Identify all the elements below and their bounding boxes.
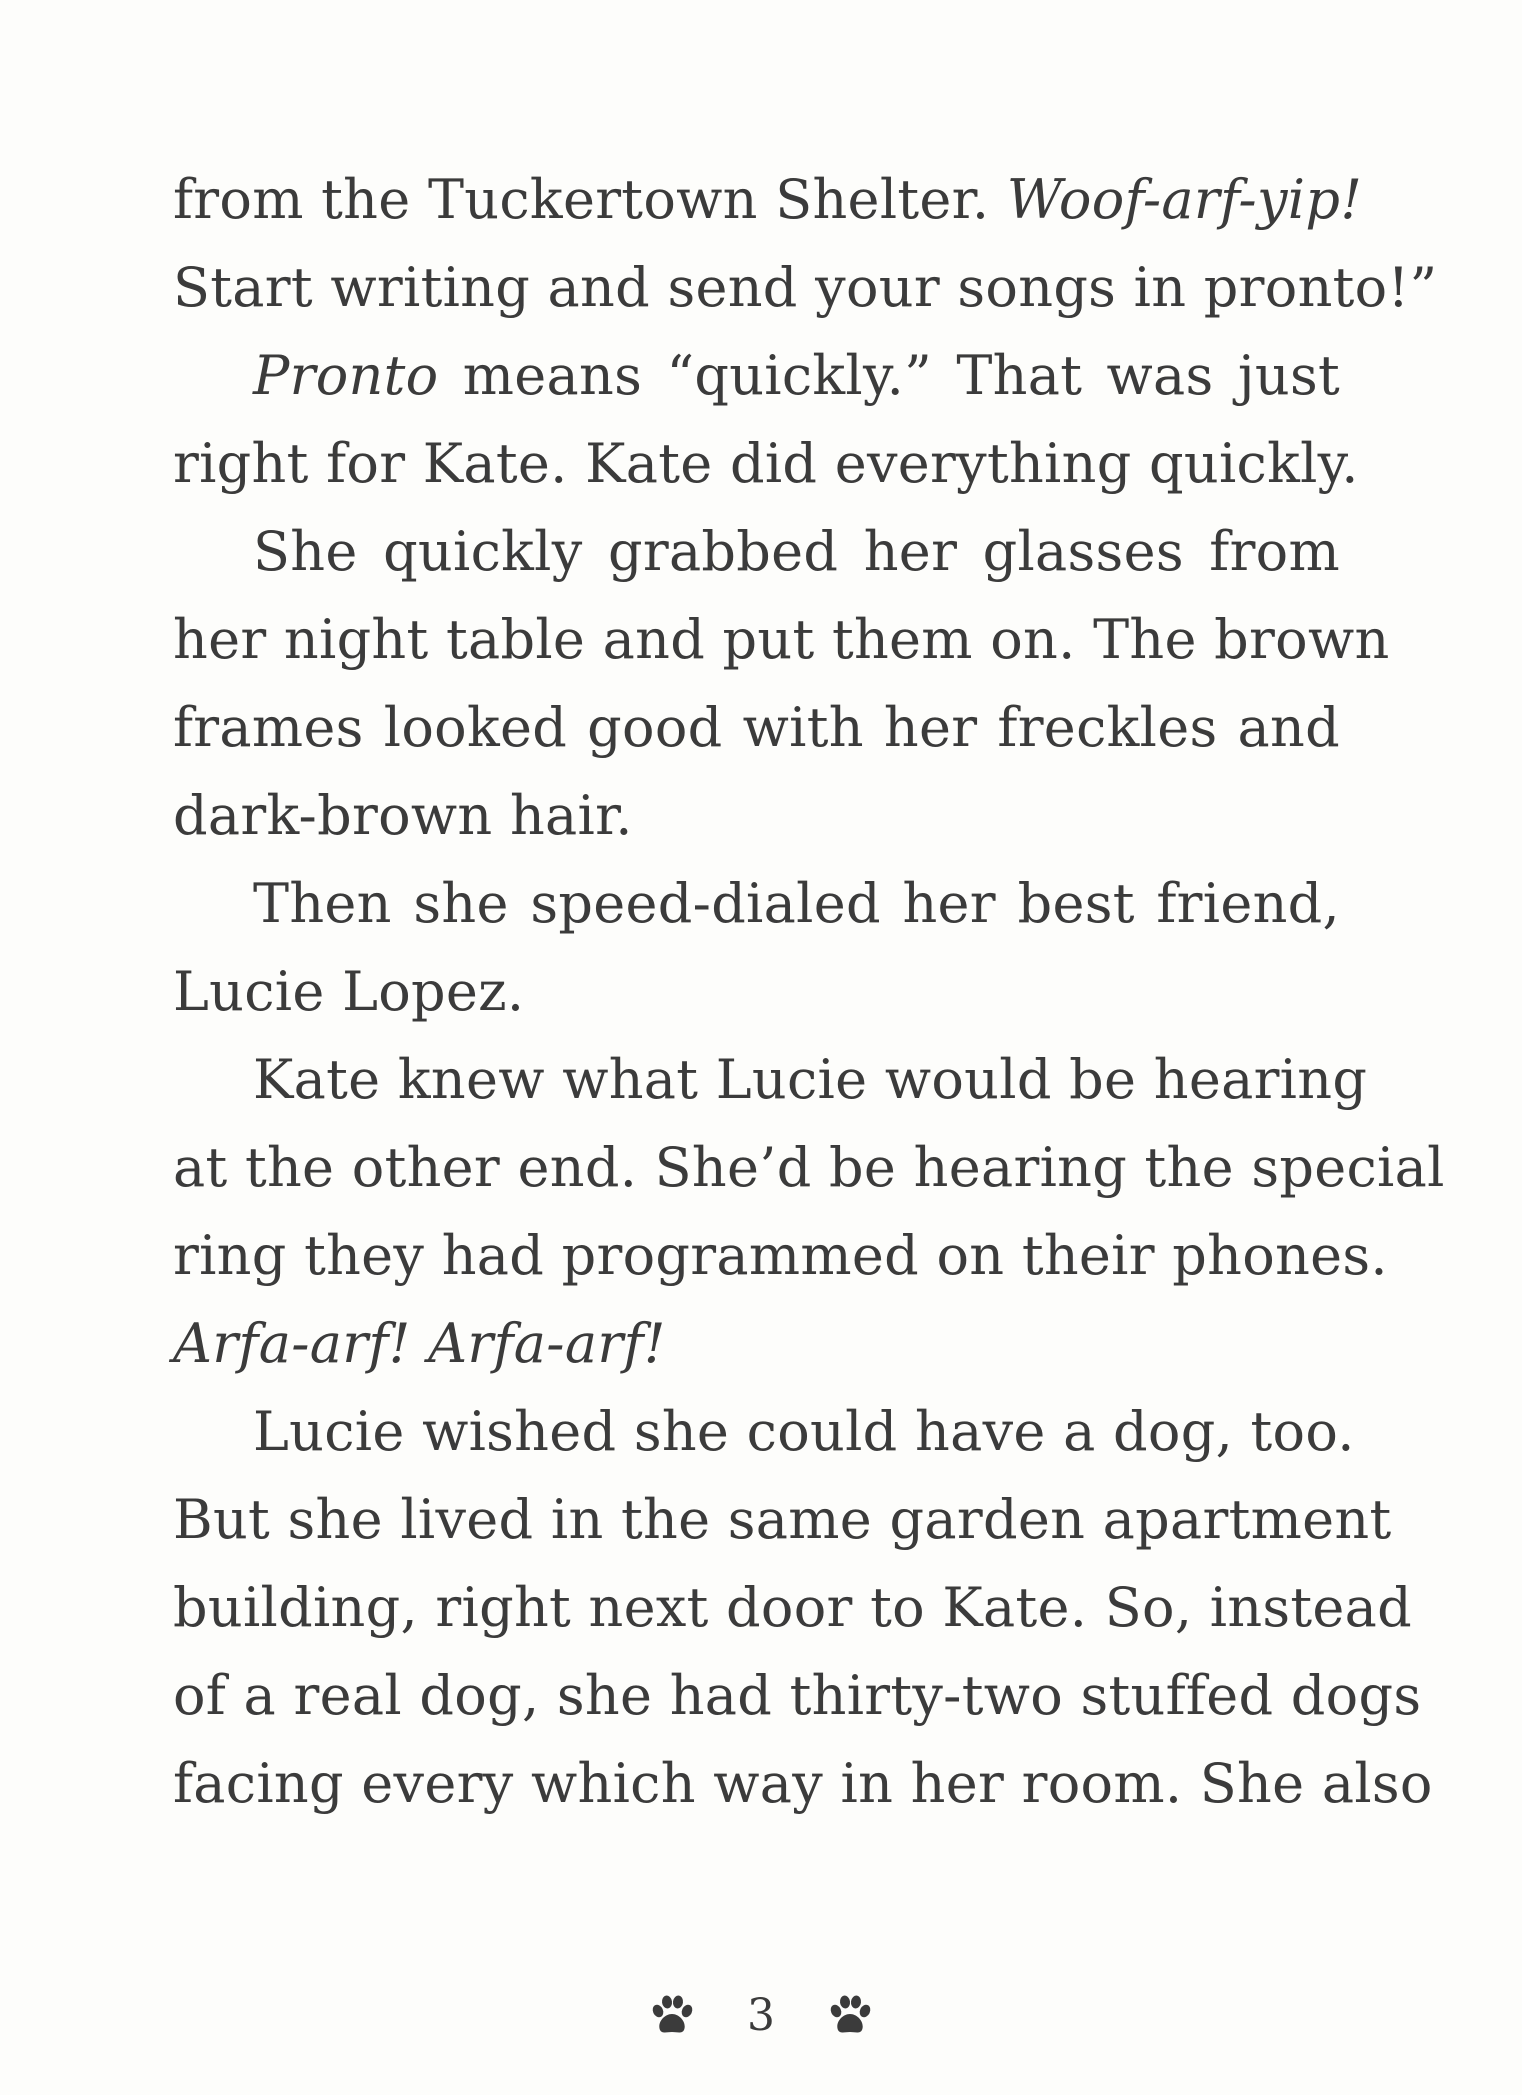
paw-print-icon — [827, 1992, 873, 2038]
paragraph-start-line: Lucie wished she could have a dog, too. — [253, 1400, 1355, 1463]
text-line: from the Tuckertown Shelter. Woof-arf-yip! — [173, 168, 1363, 231]
text-line: facing every which way in her room. She also — [173, 1752, 1433, 1815]
text-line: her night table and put them on. The brown — [173, 608, 1390, 671]
text-line: of a real dog, she had thirty-two stuffed dogs — [173, 1664, 1422, 1727]
page-footer — [0, 1985, 1522, 2045]
paragraph-start-line: Kate knew what Lucie would be hearing — [253, 1048, 1368, 1111]
paw-print-icon — [649, 1992, 695, 2038]
paragraph-start-line: Pronto means “quickly.” That was just — [253, 344, 1341, 407]
text-line: Lucie Lopez. — [173, 960, 525, 1023]
paragraph-start-line: Then she speed-dialed her best friend, — [253, 872, 1340, 935]
text-line: frames looked good with her freckles and — [173, 696, 1340, 759]
body-text — [173, 165, 1445, 1837]
text-line: Start writing and send your songs in pronto!” — [173, 256, 1438, 319]
text-line: Arfa-arf! Arfa-arf! — [173, 1312, 666, 1375]
text-line: at the other end. She’d be hearing the special — [173, 1136, 1445, 1199]
text-line: dark-brown hair. — [173, 784, 633, 847]
paragraph-start-line: She quickly grabbed her glasses from — [253, 520, 1340, 583]
text-line: right for Kate. Kate did everything quickly. — [173, 432, 1359, 495]
text-line: But she lived in the same garden apartment — [173, 1488, 1392, 1551]
page-number: 3 — [747, 1989, 775, 2041]
text-line: building, right next door to Kate. So, instead — [173, 1576, 1413, 1639]
text-line: ring they had programmed on their phones. — [173, 1224, 1388, 1287]
